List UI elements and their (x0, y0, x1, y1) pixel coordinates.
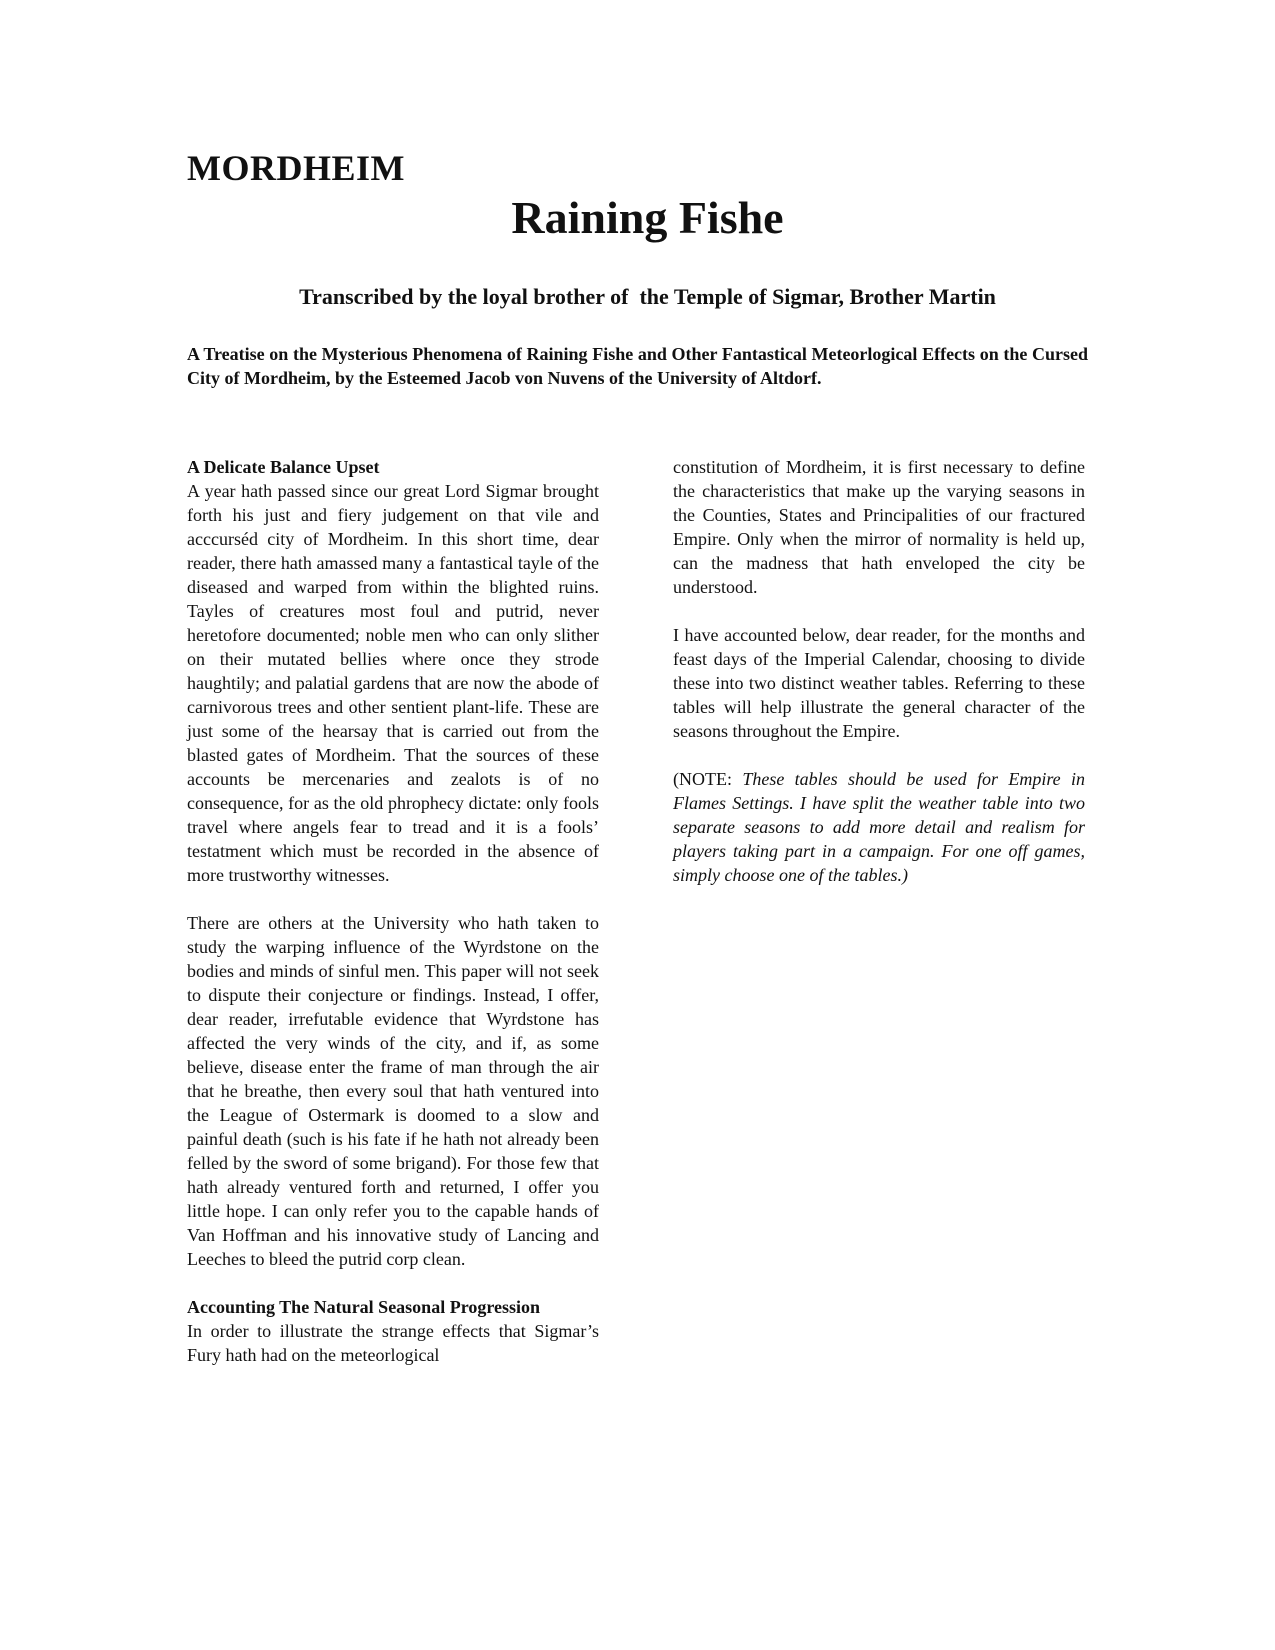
page-title: Raining Fishe (511, 192, 784, 243)
note-prefix: (NOTE: (673, 769, 743, 789)
section-heading-delicate-balance: A Delicate Balance Upset (187, 457, 380, 477)
paragraph: A year hath passed since our great Lord Sigmar brought forth his just and fiery judgement on that vile and acccurséd city of Mordheim. In this short time, dear reader, there hath amassed many a fantastical tayle of the diseased and warped from within the blighted ruins. Tayles of creatures most foul and putrid, never heretofore documented; noble men who can only slither on their mutated bellies where once they strode haughtily; and palatial gardens that are now the abode of carnivorous trees and other sentient plant-life. These are just some of the hearsay that is carried out from the blasted gates of Mordheim. That the sources of these accounts be mercenaries and zealots is of no consequence, for as the old phrophecy dictate: only fools travel where angels fear to tread and it is a fools’ testatment which must be recorded in the absence of more trustworthy witnesses. (187, 481, 599, 885)
paragraph: I have accounted below, dear reader, for the months and feast days of the Imperial Calendar, choosing to divide these into two distinct weather tables. Referring to these tables will help illustrate the general character of the seasons throughout the Empire. (673, 625, 1085, 741)
byline: Transcribed by the loyal brother of the Temple of Sigmar, Brother Martin (299, 284, 996, 309)
paragraph: constitution of Mordheim, it is first necessary to define the characteristics that make up the varying seasons in the Counties, States and Principalities of our fractured Empire. Only when the mirror of normality is held up, can the madness that hath enveloped the city be understood. (673, 457, 1085, 597)
treatise-subtitle: A Treatise on the Mysterious Phenomena of Raining Fishe and Other Fantastical Meteorlogical Effects on the Cursed City of Mordheim, by the Esteemed Jacob von Nuvens of the University of Altdorf. (187, 344, 1088, 388)
section-heading-seasonal-progression: Accounting The Natural Seasonal Progression (187, 1297, 541, 1317)
paragraph: In order to illustrate the strange effects that Sigmar’s Fury hath had on the meteorlogical (187, 1321, 599, 1365)
left-column (187, 455, 599, 1367)
right-column (673, 455, 1085, 887)
paragraph: There are others at the University who hath taken to study the warping influence of the Wyrdstone on the bodies and minds of sinful men. This paper will not seek to dispute their conjecture or findings. Instead, I offer, dear reader, irrefutable evidence that Wyrdstone has affected the very winds of the city, and if, as some believe, disease enter the frame of man through the air that he breathe, then every soul that hath ventured into the League of Ostermark is doomed to a slow and painful death (such is his fate if he hath not already been felled by the sword of some brigand). For those few that hath already ventured forth and returned, I offer you little hope. I can only refer you to the capable hands of Van Hoffman and his innovative study of Lancing and Leeches to bleed the putrid corp clean. (187, 913, 599, 1269)
series-title: MORDHEIM (187, 148, 405, 188)
note-paragraph (673, 767, 1085, 887)
note-text: These tables should be used for Empire in Flames Settings. I have split the weather table into two separate seasons to add more detail and realism for players taking part in a campaign. For one off games, simply choose one of the tables.) (673, 769, 1086, 885)
